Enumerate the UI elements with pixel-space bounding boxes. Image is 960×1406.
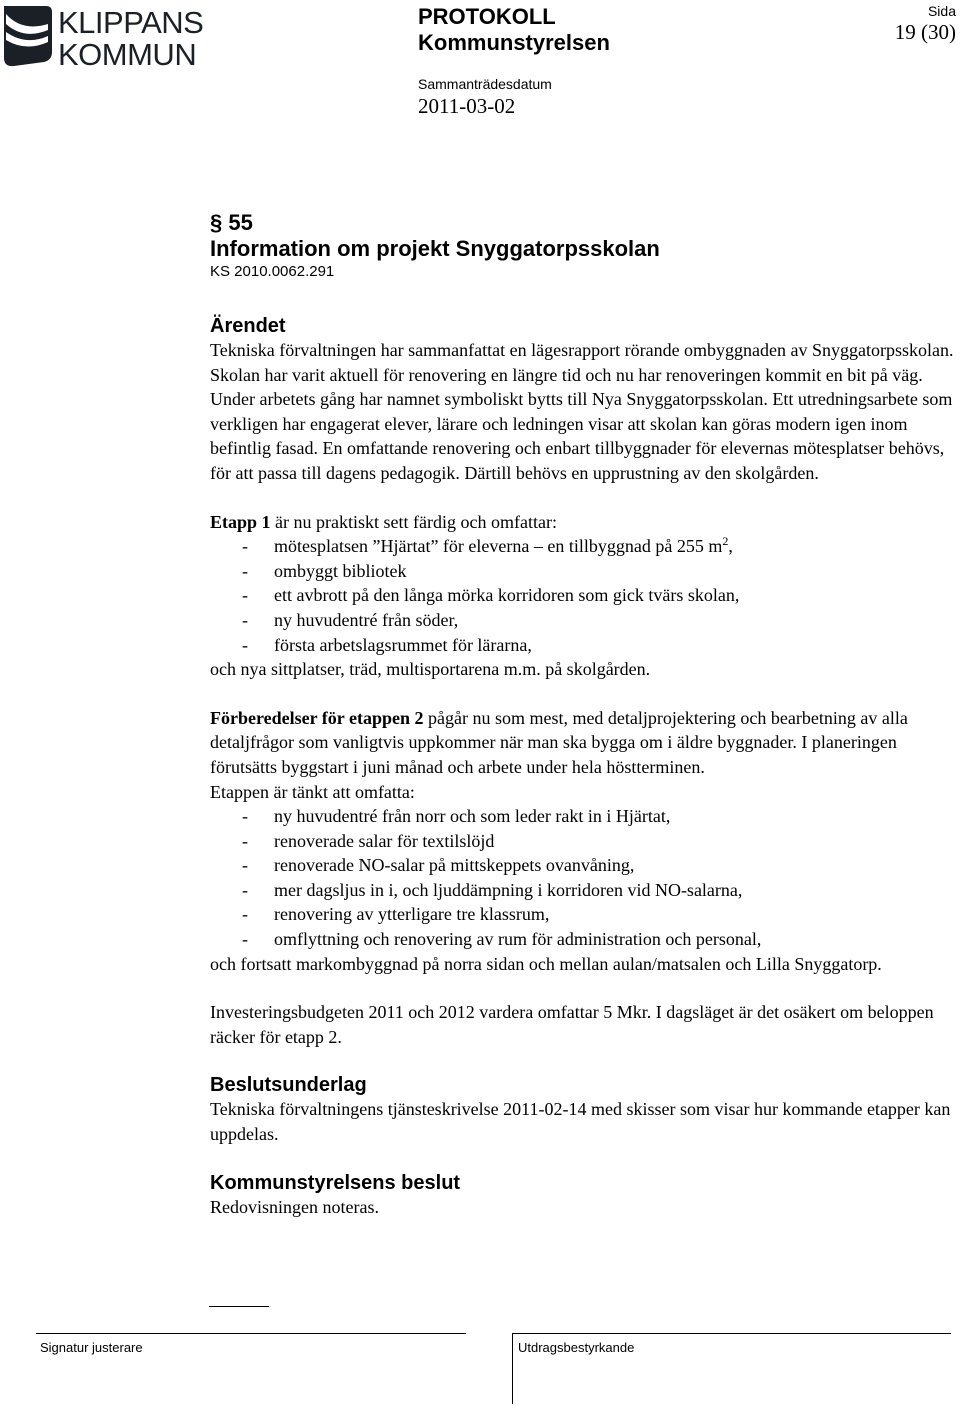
beslut-heading: Kommunstyrelsens beslut — [210, 1171, 461, 1194]
page-number: 19 (30) — [894, 20, 956, 44]
etapp2-intro: Etappen är tänkt att omfatta: — [210, 781, 415, 802]
arendet-text: Tekniska förvaltningen har sammanfattat en lägesrapport rörande ombyggnaden av Snyggatorpsskolan. Skolan har varit aktuell för renovering en längre tid och nu har renoveringen kommit en bit på väg. Under arbetets gång har namnet symboliskt bytts till Nya Snyggatorpsskolan. Ett utredningsarbete som verkligen har engagerat elever, lärare och ledningen visar att skolan kan göras modern igen inom befintlig fasad. En omfattande renovering och enbart tillbyggnader för elevernas mötesplatser behövs, för att passa till dagens pedagogik. Därtill behövs en upprustning av den skolgården. — [210, 340, 954, 483]
etapp2-lead-text: pågår nu som mest, med detaljprojektering och bearbetning av alla detaljfrågor som vanligtvis uppkommer när man ska bygga om i äldre byggnader. I planeringen förutsätts byggstart i juni månad och arbete under hela höstterminen. — [210, 707, 908, 777]
section-number: § 55 — [210, 210, 253, 235]
etapp1-lead-text: är nu praktiskt sett färdig och omfattar: — [270, 511, 557, 532]
list-item: - mer dagsljus in i, och ljuddämpning i korridoren vid NO-salarna, — [210, 878, 955, 903]
beslutsunderlag-heading: Beslutsunderlag — [210, 1074, 367, 1097]
list-item: - ny huvudentré från norr och som leder rakt in i Hjärtat, — [210, 804, 955, 829]
logo-emblem-icon — [2, 2, 216, 68]
etapp1-closing: och nya sittplatser, träd, multisportarena m.m. på skolgården. — [210, 659, 651, 680]
beslut-text: Redovisningen noteras. — [210, 1196, 379, 1217]
date-label: Sammanträdesdatum — [418, 76, 552, 92]
protocol-body — [210, 210, 955, 1219]
etapp1-lead — [210, 510, 955, 535]
list-item: - renoverade salar för textilslöjd — [210, 829, 955, 854]
extract-certification-label: Utdragsbestyrkande — [518, 1340, 635, 1355]
signature-label: Signatur justerare — [40, 1340, 143, 1355]
footer-vertical-divider — [512, 1333, 513, 1404]
logo-line-2: KOMMUN — [58, 37, 197, 68]
etapp1-list — [210, 534, 955, 657]
klippan-kommun-logo — [2, 2, 216, 68]
case-reference: KS 2010.0062.291 — [210, 263, 335, 280]
etapp1-label: Etapp 1 — [210, 511, 271, 532]
meeting-date: 2011-03-02 — [418, 94, 516, 118]
list-item: - ny huvudentré från söder, — [210, 608, 955, 633]
end-of-section-rule — [209, 1306, 269, 1307]
list-item: - renoverade NO-salar på mittskeppets ovanvåning, — [210, 853, 955, 878]
beslutsunderlag-text: Tekniska förvaltningens tjänsteskrivelse 2011-02-14 med skisser som visar hur kommande etapper kan uppdelas. — [210, 1099, 951, 1145]
etapp2-lead — [210, 706, 955, 780]
list-item: - mötesplatsen ”Hjärtat” för eleverna – en tillbyggnad på 255 $m^2$, — [210, 534, 955, 559]
budget-text: Investeringsbudgeten 2011 och 2012 vardera omfattar 5 Mkr. I dagsläget är det osäkert om beloppen räcker för etapp 2. — [210, 1002, 934, 1047]
logo-line-1: KLIPPANS — [58, 5, 204, 40]
page-label: Sida — [927, 3, 956, 19]
arendet-heading: Ärendet — [210, 315, 286, 337]
etapp2-label: Förberedelser för etappen 2 — [210, 707, 424, 728]
footer-divider-left — [36, 1333, 466, 1334]
footer-divider-right — [513, 1333, 951, 1334]
list-item: - omflyttning och renovering av rum för administration och personal, — [210, 927, 955, 952]
document-type: PROTOKOLL — [418, 4, 556, 29]
etapp2-closing: och fortsatt markombyggnad på norra sidan och mellan aulan/matsalen och Lilla Snyggatorp. — [210, 953, 882, 974]
list-item: - ett avbrott på den långa mörka korridoren som gick tvärs skolan, — [210, 583, 955, 608]
etapp2-list — [210, 804, 955, 952]
organization-body: Kommunstyrelsen — [418, 30, 610, 55]
section-title: Information om projekt Snyggatorpsskolan — [210, 236, 660, 261]
list-item: - renovering av ytterligare tre klassrum, — [210, 902, 955, 927]
list-item: - ombyggt bibliotek — [210, 559, 955, 584]
list-item: - första arbetslagsrummet för lärarna, — [210, 633, 955, 658]
